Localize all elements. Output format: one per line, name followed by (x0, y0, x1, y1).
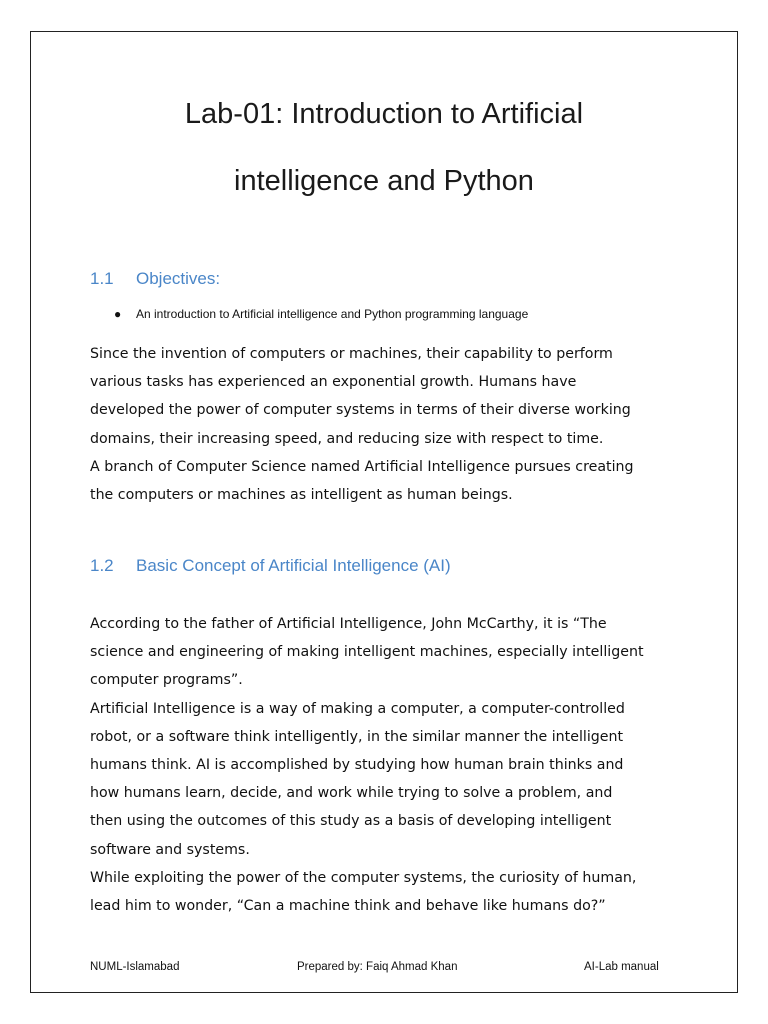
text-line: While exploiting the power of the computer systems, the curiosity of human, (90, 869, 637, 886)
text-line: then using the outcomes of this study as a basis of developing intelligent (90, 813, 612, 830)
footer-left: NUML-Islamabad (90, 961, 180, 973)
section-number: 1.2 (90, 556, 114, 575)
objectives-paragraph (90, 340, 690, 509)
text-line: the computers or machines as intelligent as human beings. (90, 487, 513, 504)
text-line: A branch of Computer Science named Artificial Intelligence pursues creating (90, 458, 634, 475)
text-line: various tasks has experienced an exponential growth. Humans have (90, 374, 577, 391)
section-title: Objectives: (136, 269, 221, 288)
text-line: computer programs”. (90, 672, 243, 689)
document-title-line-2: intelligence and Python (234, 165, 534, 197)
document-title-line-1: Lab-01: Introduction to Artificial (184, 98, 584, 130)
text-line: Since the invention of computers or machines, their capability to perform (90, 346, 613, 362)
text-line: lead him to wonder, “Can a machine think and behave like humans do?” (90, 898, 606, 915)
list-item-text: An introduction to Artificial intelligence and Python programming language (136, 307, 529, 321)
text-line: humans think. AI is accomplished by studying how human brain thinks and (90, 757, 624, 774)
text-line: how humans learn, decide, and work while trying to solve a problem, and (90, 785, 613, 802)
objectives-list (114, 307, 528, 321)
section-number: 1.1 (90, 269, 114, 288)
text-line: robot, or a software think intelligently, in the similar manner the intelligent (90, 728, 624, 745)
section-heading-basic-concept (90, 556, 451, 576)
text-line: According to the father of Artificial Intelligence, John McCarthy, it is “The (90, 616, 607, 632)
text-line: science and engineering of making intelligent machines, especially intelligent (90, 644, 644, 661)
text-line: software and systems. (90, 841, 250, 858)
section-title: Basic Concept of Artificial Intelligence (AI) (136, 556, 451, 575)
basic-concept-paragraph (90, 610, 690, 920)
bullet-icon: ● (114, 307, 122, 321)
text-line: Artificial Intelligence is a way of making a computer, a computer-controlled (90, 700, 625, 717)
section-heading-objectives (90, 269, 220, 289)
text-line: developed the power of computer systems in terms of their diverse working (90, 402, 631, 419)
footer-right: AI-Lab manual (584, 961, 659, 973)
footer-center: Prepared by: Faiq Ahmad Khan (297, 961, 458, 973)
text-line: domains, their increasing speed, and reducing size with respect to time. (90, 430, 604, 447)
list-item (114, 307, 528, 321)
